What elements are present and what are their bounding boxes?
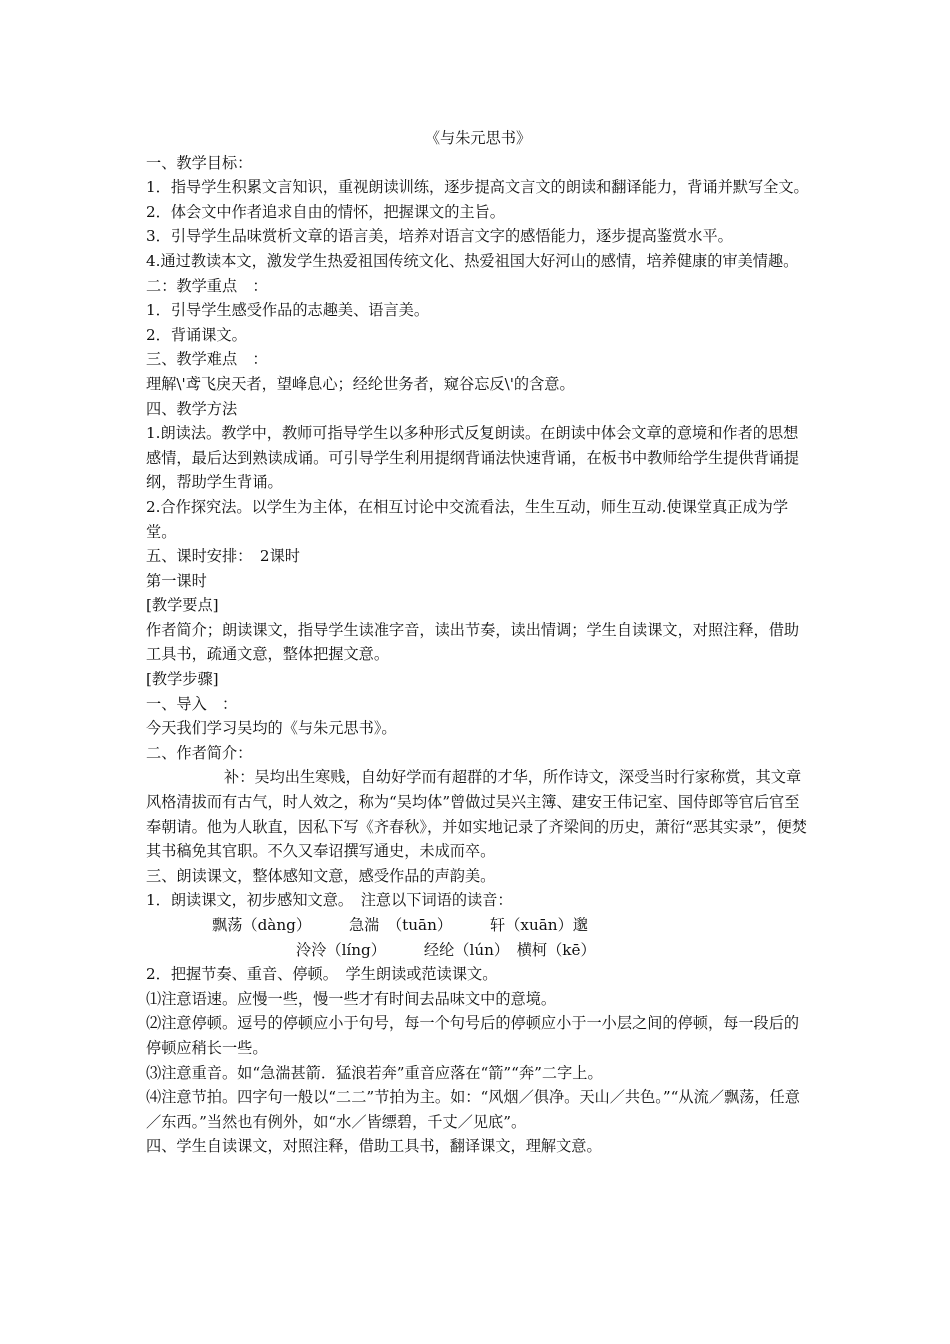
pinyin-row-2: 泠泠（líng） 经纶（lún） 横柯（kē）: [296, 940, 596, 959]
goal-item-2: 2．体会文中作者追求自由的情怀，把握课文的主旨。: [146, 202, 505, 221]
heading-teaching-goals: 一、教学目标：: [146, 153, 253, 172]
method-item-2: 2.合作探究法。以学生为主体，在相互讨论中交流看法，生生互动，师生互动.使课堂真正成为学堂。: [146, 497, 789, 541]
heading-key-points: 二：教学重点 ：: [146, 276, 268, 295]
reading-step-1: 1．朗读课文，初步感知文意。 注意以下词语的读音：: [146, 891, 513, 910]
difficulty-text: 理解\'鸢飞戾天者，望峰息心；经纶世务者，窥谷忘反\'的含意。: [146, 374, 575, 393]
note-speed: ⑴注意语速。应慢一些，慢一些才有时间去品味文中的意境。: [146, 989, 557, 1008]
key-point-1: 1．引导学生感受作品的志趣美、语言美。: [146, 301, 430, 320]
author-intro-text: 补：吴均出生寒贱，自幼好学而有超群的才华，所作诗文，深受当时行家称赏，其文章风格清拔而有古气，时人效之，称为“吴均体”曾做过吴兴主簿、建安王伟记室、国侍郎等官后官至奉朝请。他为人耿直，因私下写《齐春秋》，并如实地记录了齐梁间的历史，萧衍“恶其实录”，便焚其书稿免其官职。不久又奉诏撰写通史，未成而卒。: [146, 768, 807, 861]
pinyin-row-1: 飘荡（dàng） 急湍 （tuān） 轩（xuān）邈: [212, 916, 588, 934]
heading-self-reading: 四、学生自读课文，对照注释，借助工具书，翻译课文，理解文意。: [146, 1137, 602, 1156]
lesson-one-heading: 第一课时: [146, 571, 207, 590]
key-point-2: 2．背诵课文。: [146, 325, 247, 344]
goal-item-3: 3．引导学生品味赏析文章的语言美，培养对语言文字的感悟能力，逐步提高鉴赏水平。: [146, 227, 733, 246]
goal-item-1: 1．指导学生积累文言知识，重视朗读训练，逐步提高文言文的朗读和翻译能力，背诵并默写全文。: [146, 178, 809, 197]
heading-reading: 三、朗读课文，整体感知文意，感受作品的声韵美。: [146, 866, 496, 885]
document-body: [146, 126, 810, 1159]
note-pause: ⑵注意停顿。逗号的停顿应小于句号，每一个句号后的停顿应小于一小层之间的停顿，每一段后的停顿应稍长一些。: [146, 1014, 800, 1057]
teaching-steps-label: [教学步骤]: [146, 670, 219, 689]
heading-schedule: 五、课时安排： 2课时: [146, 547, 300, 566]
method-item-1: 1.朗读法。教学中，教师可指导学生以多种形式反复朗读。在朗读中体会文章的意境和作者的思想感情，最后达到熟读成诵。可引导学生利用提纲背诵法快速背诵，在板书中教师给学生提供背诵提纲，帮助学生背诵。: [146, 424, 800, 492]
heading-author-intro: 二、作者简介：: [146, 743, 253, 762]
heading-difficulties: 三、教学难点 ：: [146, 350, 268, 369]
goal-item-4: 4.通过教读本文，激发学生热爱祖国传统文化、热爱祖国大好河山的感情，培养健康的审美情趣。: [146, 251, 799, 270]
note-stress: ⑶注意重音。如“急湍甚箭．猛浪若奔”重音应落在“箭”“奔”二字上。: [146, 1063, 603, 1082]
teaching-key-points-label: [教学要点]: [146, 596, 219, 615]
teaching-key-points-text: 作者简介；朗读课文，指导学生读准字音，读出节奏，读出情调；学生自读课文，对照注释，借助工具书，疏通文意，整体把握文意。: [146, 620, 800, 664]
introduction-text: 今天我们学习吴均的《与朱元思书》。: [146, 719, 397, 738]
heading-introduction: 一、导入 ：: [146, 694, 238, 713]
heading-methods: 四、教学方法: [146, 399, 238, 418]
reading-step-2: 2．把握节奏、重音、停顿。 学生朗读或范读课文。: [146, 965, 498, 984]
note-rhythm: ⑷注意节拍。四字句一般以“二二”节拍为主。如：“风烟／俱净。天山／共色。”“从流／飘荡，任意／东西。”当然也有例外，如“水／皆缥碧，千丈／见底”。: [146, 1088, 800, 1131]
document-title: 《与朱元思书》: [424, 129, 532, 147]
